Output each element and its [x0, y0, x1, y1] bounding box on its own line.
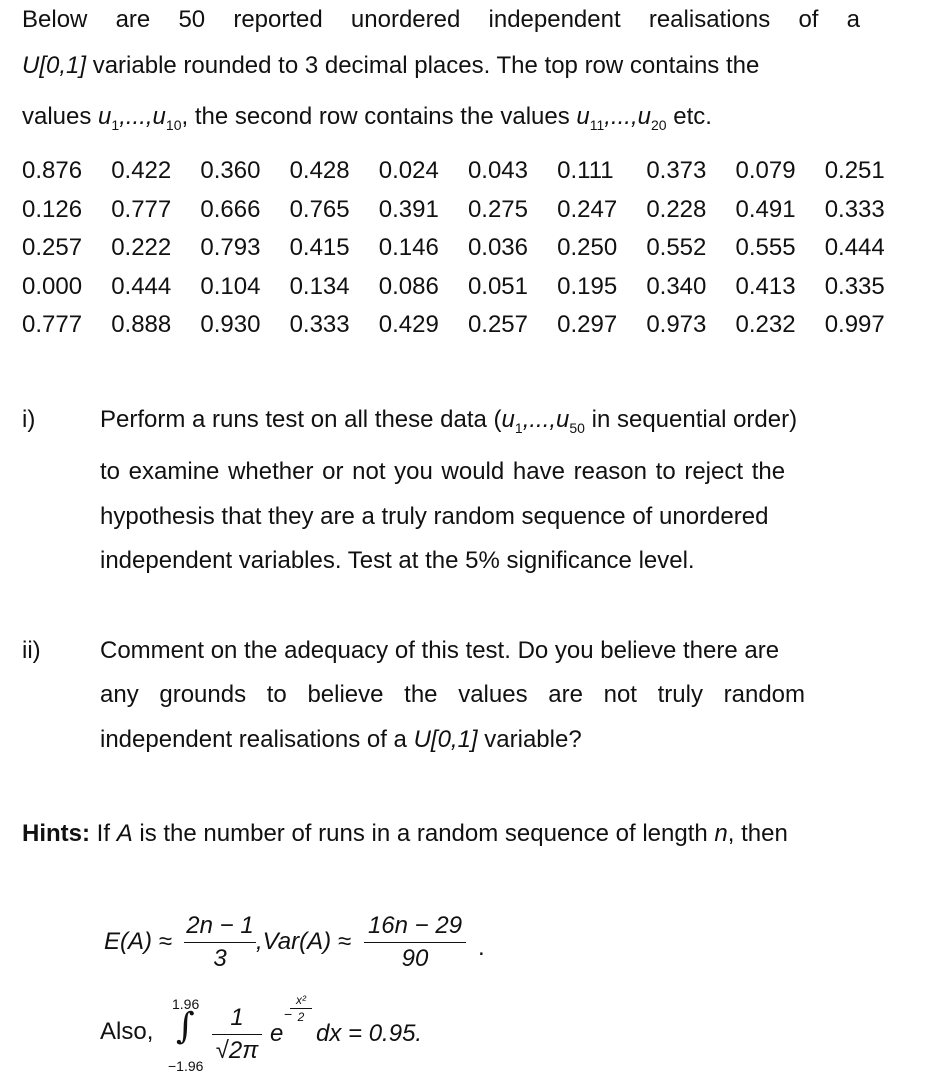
- expectation-fraction: [184, 912, 256, 973]
- table-row: [22, 229, 914, 268]
- q2-line-1: Comment on the adequacy of this test. Do you believe there are: [100, 637, 780, 664]
- question-2-label: ii): [22, 637, 41, 664]
- table-cell: 0.930: [200, 311, 261, 339]
- table-cell: 0.250: [557, 234, 618, 262]
- table-cell: 0.333: [289, 311, 350, 339]
- var-u: u: [98, 103, 112, 130]
- table-cell: 0.415: [289, 234, 350, 262]
- subscript: 50: [569, 420, 585, 436]
- integral-upper-limit: 1.96: [172, 996, 200, 1012]
- table-cell: 0.888: [111, 311, 172, 339]
- var-u: u: [637, 103, 651, 130]
- table-cell: 0.428: [289, 157, 350, 185]
- table-cell: 0.340: [646, 272, 707, 300]
- subscript: 10: [165, 117, 182, 133]
- table-cell: 0.973: [646, 311, 707, 339]
- fraction-denominator: √2π: [215, 1037, 259, 1064]
- table-cell: 0.413: [735, 272, 796, 300]
- table-cell: 0.552: [646, 234, 707, 262]
- fraction-bar: [212, 1034, 262, 1035]
- table-cell: 0.777: [111, 195, 172, 223]
- exponent-fraction: [290, 993, 312, 1024]
- var-A: A: [116, 820, 133, 847]
- intro-word: Below: [22, 6, 88, 33]
- intro-word: are: [115, 6, 151, 33]
- table-cell: 0.555: [735, 234, 796, 262]
- table-cell: 0.134: [289, 272, 350, 300]
- table-row: [22, 268, 914, 307]
- integral-result: dx = 0.95.: [316, 1020, 423, 1047]
- table-cell: 0.222: [111, 234, 172, 262]
- table-cell: 0.333: [824, 195, 885, 223]
- table-cell: 0.257: [467, 311, 528, 339]
- var-u: u: [556, 406, 570, 433]
- fraction-numerator: 2n − 1: [186, 912, 254, 939]
- intro-text: variable rounded to 3 decimal places. The top row contains the: [92, 52, 760, 79]
- distribution-notation: U[0,1]: [22, 52, 87, 79]
- table-cell: 0.126: [22, 195, 83, 223]
- table-cell: 0.079: [735, 157, 796, 185]
- table-cell: 0.391: [378, 195, 439, 223]
- var-u: u: [152, 103, 166, 130]
- hints-line: [22, 820, 788, 848]
- q1-line-1: [100, 406, 797, 434]
- integral-lower-limit: −1.96: [168, 1058, 204, 1074]
- integral-sign: ∫: [176, 1006, 195, 1047]
- table-cell: 0.373: [646, 157, 707, 185]
- table-cell: 0.000: [22, 272, 83, 300]
- intro-word: of: [798, 6, 819, 33]
- intro-line-2: [22, 52, 759, 80]
- table-cell: 0.444: [111, 272, 172, 300]
- subscript: 1: [514, 420, 523, 436]
- var-u: u: [576, 103, 590, 130]
- table-cell: 0.195: [557, 272, 618, 300]
- question-1-label: i): [22, 406, 36, 433]
- fraction-denominator: 2: [297, 1010, 305, 1024]
- fraction-numerator: x²: [296, 993, 306, 1007]
- table-cell: 0.251: [824, 157, 885, 185]
- q2-line-2: any grounds to believe the values are not truly random: [100, 681, 806, 708]
- q1-line-3: hypothesis that they are a truly random sequence of unordered: [100, 503, 769, 530]
- normal-density-fraction: [212, 1004, 262, 1065]
- table-cell: 0.228: [646, 195, 707, 223]
- data-table: [22, 152, 914, 345]
- table-cell: 0.765: [289, 195, 350, 223]
- table-cell: 0.297: [557, 311, 618, 339]
- table-cell: 0.335: [824, 272, 885, 300]
- intro-text: values: [22, 103, 92, 130]
- table-cell: 0.666: [200, 195, 261, 223]
- q2-text: independent realisations of a: [100, 726, 407, 753]
- also-label: Also,: [100, 1018, 154, 1045]
- ellipsis: ,...,: [119, 103, 153, 130]
- table-cell: 0.051: [467, 272, 528, 300]
- hints-text: is the number of runs in a random sequence of length: [139, 820, 708, 847]
- hints-text: , then: [727, 820, 788, 847]
- variance-fraction: [364, 912, 466, 973]
- table-cell: 0.777: [22, 311, 83, 339]
- formula-period: .: [478, 934, 485, 961]
- exponential-e: e: [270, 1020, 284, 1047]
- fraction-numerator: 1: [230, 1004, 244, 1031]
- table-cell: 0.104: [200, 272, 261, 300]
- intro-word: reported: [233, 6, 323, 33]
- table-cell: 0.257: [22, 234, 83, 262]
- table-cell: 0.422: [111, 157, 172, 185]
- table-cell: 0.275: [467, 195, 528, 223]
- q2-line-3: [100, 726, 582, 754]
- table-cell: 0.111: [557, 157, 614, 185]
- table-row: [22, 152, 914, 191]
- table-cell: 0.086: [378, 272, 439, 300]
- q1-line-4: independent variables. Test at the 5% significance level.: [100, 547, 695, 574]
- fraction-denominator: 90: [401, 945, 429, 972]
- fraction-bar: [364, 942, 466, 943]
- fraction-denominator: 3: [213, 945, 227, 972]
- intro-text: , the second row contains the values: [181, 103, 570, 130]
- distribution-notation: U[0,1]: [413, 726, 478, 753]
- variance-label: ,Var(A) ≈: [256, 928, 351, 955]
- q2-text: variable?: [484, 726, 582, 753]
- table-cell: 0.146: [378, 234, 439, 262]
- table-cell: 0.444: [824, 234, 885, 262]
- table-cell: 0.429: [378, 311, 439, 339]
- q1-line-2: to examine whether or not you would have reason to reject the: [100, 458, 786, 485]
- table-cell: 0.247: [557, 195, 618, 223]
- table-cell: 0.036: [467, 234, 528, 262]
- intro-word: a: [846, 6, 860, 33]
- q1-text: Perform a runs test on all these data (: [100, 406, 502, 433]
- exponent-minus: −: [284, 1006, 293, 1022]
- intro-word: realisations: [648, 6, 771, 33]
- table-cell: 0.024: [378, 157, 439, 185]
- intro-word: independent: [488, 6, 621, 33]
- fraction-numerator: 16n − 29: [367, 912, 463, 939]
- expectation-label: E(A) ≈: [104, 928, 172, 955]
- hints-heading: Hints:: [22, 820, 90, 847]
- fraction-bar: [290, 1008, 312, 1009]
- table-cell: 0.997: [824, 311, 885, 339]
- intro-line-1: [22, 6, 860, 34]
- table-cell: 0.360: [200, 157, 261, 185]
- intro-text: etc.: [673, 103, 712, 130]
- subscript: 1: [111, 117, 120, 133]
- table-cell: 0.232: [735, 311, 796, 339]
- intro-word: 50: [178, 6, 206, 33]
- ellipsis: ,...,: [604, 103, 638, 130]
- table-cell: 0.876: [22, 157, 83, 185]
- var-u: u: [501, 406, 515, 433]
- q1-text: in sequential order): [591, 406, 798, 433]
- intro-word: unordered: [350, 6, 461, 33]
- fraction-bar: [184, 942, 256, 943]
- subscript: 11: [589, 117, 605, 133]
- table-cell: 0.043: [467, 157, 528, 185]
- table-cell: 0.491: [735, 195, 796, 223]
- hints-text: If: [96, 820, 111, 847]
- ellipsis: ,...,: [522, 406, 557, 433]
- subscript: 20: [651, 117, 667, 133]
- table-cell: 0.793: [200, 234, 261, 262]
- table-row: [22, 306, 914, 345]
- var-n: n: [714, 820, 728, 847]
- table-row: [22, 191, 914, 230]
- intro-line-3: [22, 103, 712, 131]
